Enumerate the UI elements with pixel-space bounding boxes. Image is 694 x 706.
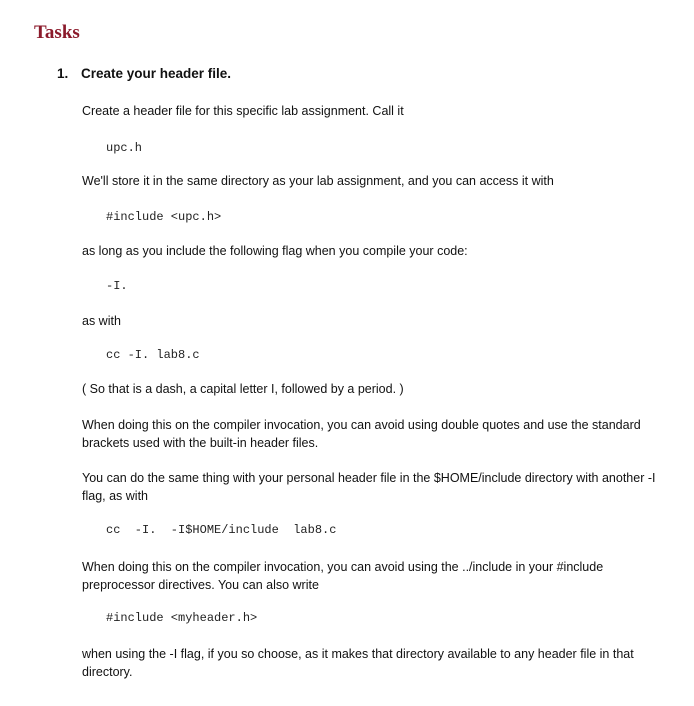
paragraph-double-quotes: When doing this on the compiler invocation, you can avoid using double quotes and use the standard brackets used with the built-in header files. xyxy=(82,418,641,450)
paragraph-store-location: We'll store it in the same directory as your lab assignment, and you can access it with xyxy=(82,174,554,188)
paragraph-create-header: Create a header file for this specific lab assignment. Call it xyxy=(82,104,404,118)
paragraph-flag-usage: when using the -I flag, if you so choose, as it makes that directory available to any header file in that directory. xyxy=(82,647,634,679)
code-flag: -I. xyxy=(106,279,128,293)
paragraph-as-with: as with xyxy=(82,314,121,328)
paragraph-avoid-relative-path: When doing this on the compiler invocation, you can avoid using the ../include in your #include preprocessor directives. You can also write xyxy=(82,560,604,592)
paragraph-flag-explanation: ( So that is a dash, a capital letter I, followed by a period. ) xyxy=(82,382,404,396)
code-filename: upc.h xyxy=(106,141,143,155)
code-include-myheader: #include <myheader.h> xyxy=(106,611,258,625)
code-compile-with-home: cc -I. -I$HOME/include lab8.c xyxy=(106,523,337,537)
task-heading-text: Create your header file. xyxy=(81,66,232,81)
section-title: Tasks xyxy=(34,22,80,43)
code-include-upc: #include <upc.h> xyxy=(106,210,222,224)
paragraph-personal-header: You can do the same thing with your personal header file in the $HOME/include directory with another -I flag, as with xyxy=(82,471,656,503)
paragraph-compile-flag: as long as you include the following flag when you compile your code: xyxy=(82,244,468,258)
code-compile-command: cc -I. lab8.c xyxy=(106,348,200,362)
task-heading xyxy=(57,66,231,81)
task-number: 1. xyxy=(57,66,69,81)
